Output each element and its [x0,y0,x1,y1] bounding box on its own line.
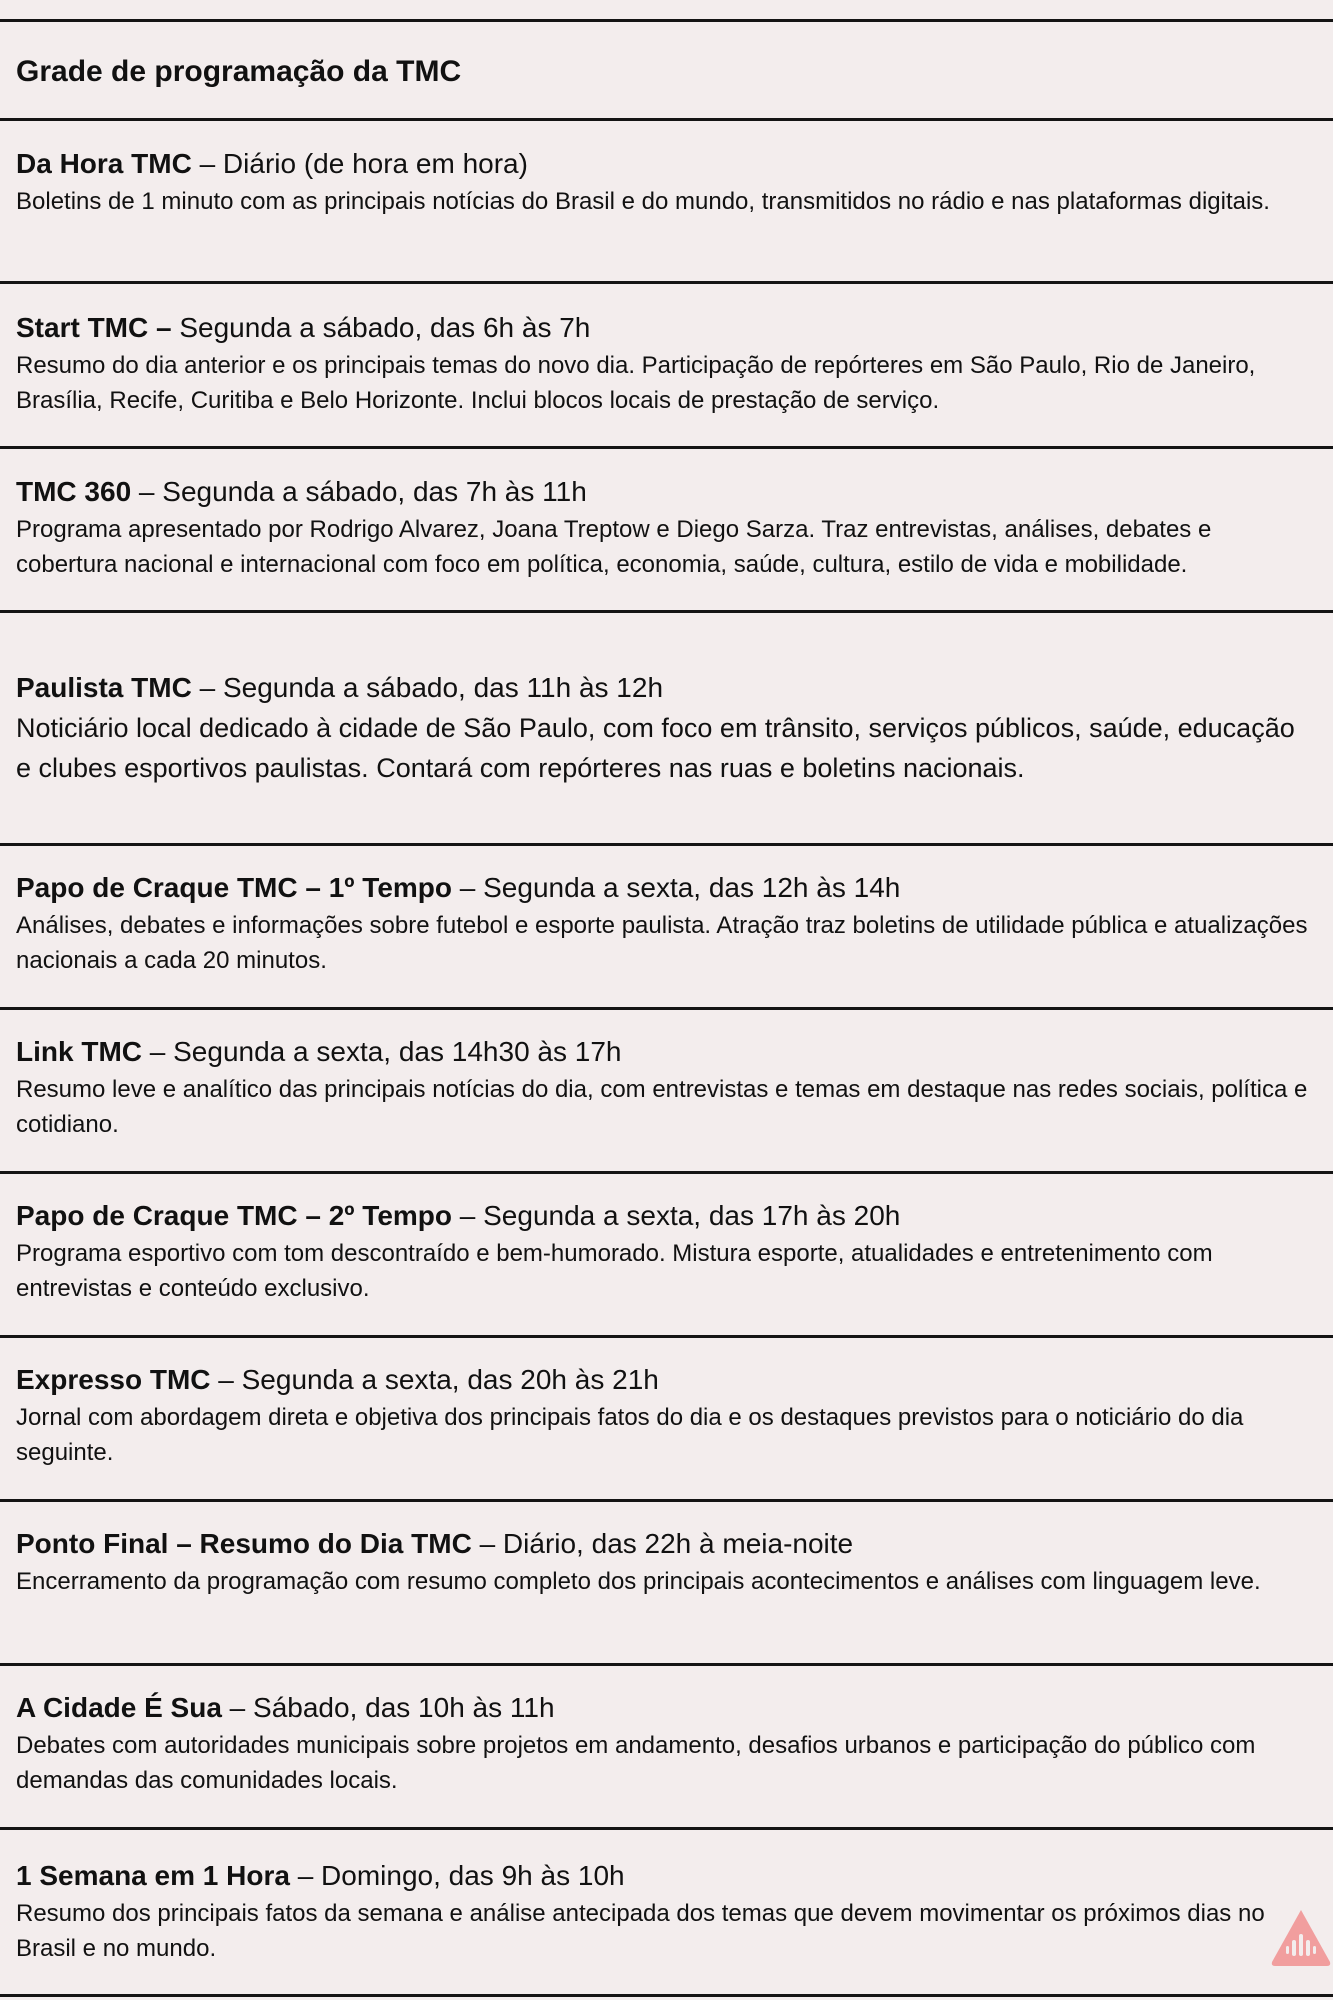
program-description: Jornal com abordagem direta e objetiva dos principais fatos do dia e os destaques previstos para o noticiário do dia seguinte. [16,1404,1244,1466]
program-name: Ponto Final – Resumo do Dia TMC [16,1528,472,1559]
program-heading [16,870,1316,906]
program-description: Resumo do dia anterior e os principais temas do novo dia. Participação de repórteres em São Paulo, Rio de Janeiro, Brasília, Recife, Curitiba e Belo Horizonte. Inclui blocos locais de prestação de serviço. [16,352,1256,414]
program-entry [16,870,1316,978]
program-entry [16,474,1316,582]
divider [0,1827,1333,1830]
program-name: Expresso TMC [16,1364,211,1395]
program-schedule: Segunda a sábado, das 6h às 7h [171,312,591,343]
program-description: Resumo leve e analítico das principais notícias do dia, com entrevistas e temas em destaque nas redes sociais, política e cotidiano. [16,1076,1308,1138]
program-heading [16,474,1316,510]
program-description: Resumo dos principais fatos da semana e análise antecipada dos temas que devem movimentar os próximos dias no Brasil e no mundo. [16,1900,1265,1962]
program-schedule: – Diário, das 22h à meia-noite [471,1528,854,1559]
divider [0,843,1333,846]
program-schedule: – Segunda a sexta, das 20h às 21h [210,1364,659,1395]
divider [0,1994,1333,1997]
divider [0,1663,1333,1666]
program-name: Papo de Craque TMC – 2º Tempo [16,1200,452,1231]
program-entry [16,1526,1316,1599]
program-entry [16,310,1316,418]
program-entry [16,1858,1316,1966]
program-heading [16,1858,1316,1894]
page-title: Grade de programação da TMC [16,55,462,88]
program-schedule: – Sábado, das 10h às 11h [221,1692,555,1723]
program-entry [16,1034,1316,1142]
program-entry [16,1362,1316,1470]
program-description: Noticiário local dedicado à cidade de São Paulo, com foco em trânsito, serviços públicos, saúde, educação e clubes esportivos paulistas. Contará com repórteres nas ruas e boletins nacionais. [16,713,1295,783]
program-heading [16,1526,1316,1562]
program-heading [16,1198,1316,1234]
program-name: Link TMC [16,1036,142,1067]
program-name: Papo de Craque TMC – 1º Tempo [16,872,452,903]
program-description: Programa esportivo com tom descontraído e bem-humorado. Mistura esporte, atualidades e entretenimento com entrevistas e conteúdo exclusivo. [16,1240,1213,1302]
program-heading [16,146,1316,182]
program-name: 1 Semana em 1 Hora [16,1860,290,1891]
divider [0,1499,1333,1502]
divider [0,1007,1333,1010]
program-description: Boletins de 1 minuto com as principais notícias do Brasil e do mundo, transmitidos no rádio e nas plataformas digitais. [16,188,1270,215]
program-heading [16,310,1316,346]
program-heading [16,670,1316,706]
program-schedule: – Segunda a sábado, das 7h às 11h [131,476,587,507]
divider [0,281,1333,284]
program-schedule: – Segunda a sexta, das 12h às 14h [452,872,901,903]
program-description: Análises, debates e informações sobre futebol e esporte paulista. Atração traz boletins de utilidade pública e atualizações nacionais a cada 20 minutos. [16,912,1308,974]
program-description: Encerramento da programação com resumo completo dos principais acontecimentos e análises com linguagem leve. [16,1568,1261,1595]
divider [0,1171,1333,1174]
divider [0,610,1333,613]
program-name: Paulista TMC [16,672,192,703]
program-schedule: – Segunda a sexta, das 14h30 às 17h [142,1036,622,1067]
divider [0,118,1333,121]
broadcast-logo-icon [1268,1906,1333,1972]
program-description: Programa apresentado por Rodrigo Alvarez, Joana Treptow e Diego Sarza. Traz entrevistas, análises, debates e cobertura nacional e internacional com foco em política, economia, saúde, cultura, estilo de vida e mobilidade. [16,516,1212,578]
divider [0,446,1333,449]
program-name: TMC 360 [16,476,132,507]
program-heading [16,1362,1316,1398]
program-schedule: – Segunda a sábado, das 11h às 12h [191,672,664,703]
program-heading [16,1690,1316,1726]
program-name: A Cidade É Sua [16,1692,222,1723]
program-description: Debates com autoridades municipais sobre projetos em andamento, desafios urbanos e participação do público com demandas das comunidades locais. [16,1732,1256,1794]
program-name: Start TMC – [16,312,172,343]
divider [0,1335,1333,1338]
program-entry [16,670,1316,788]
program-schedule: – Domingo, das 9h às 10h [289,1860,625,1891]
program-schedule: – Diário (de hora em hora) [191,148,528,179]
program-heading [16,1034,1316,1070]
program-schedule: – Segunda a sexta, das 17h às 20h [452,1200,901,1231]
program-name: Da Hora TMC [16,148,192,179]
divider [0,19,1333,22]
program-entry [16,1690,1316,1798]
program-entry [16,1198,1316,1306]
program-entry [16,146,1316,219]
